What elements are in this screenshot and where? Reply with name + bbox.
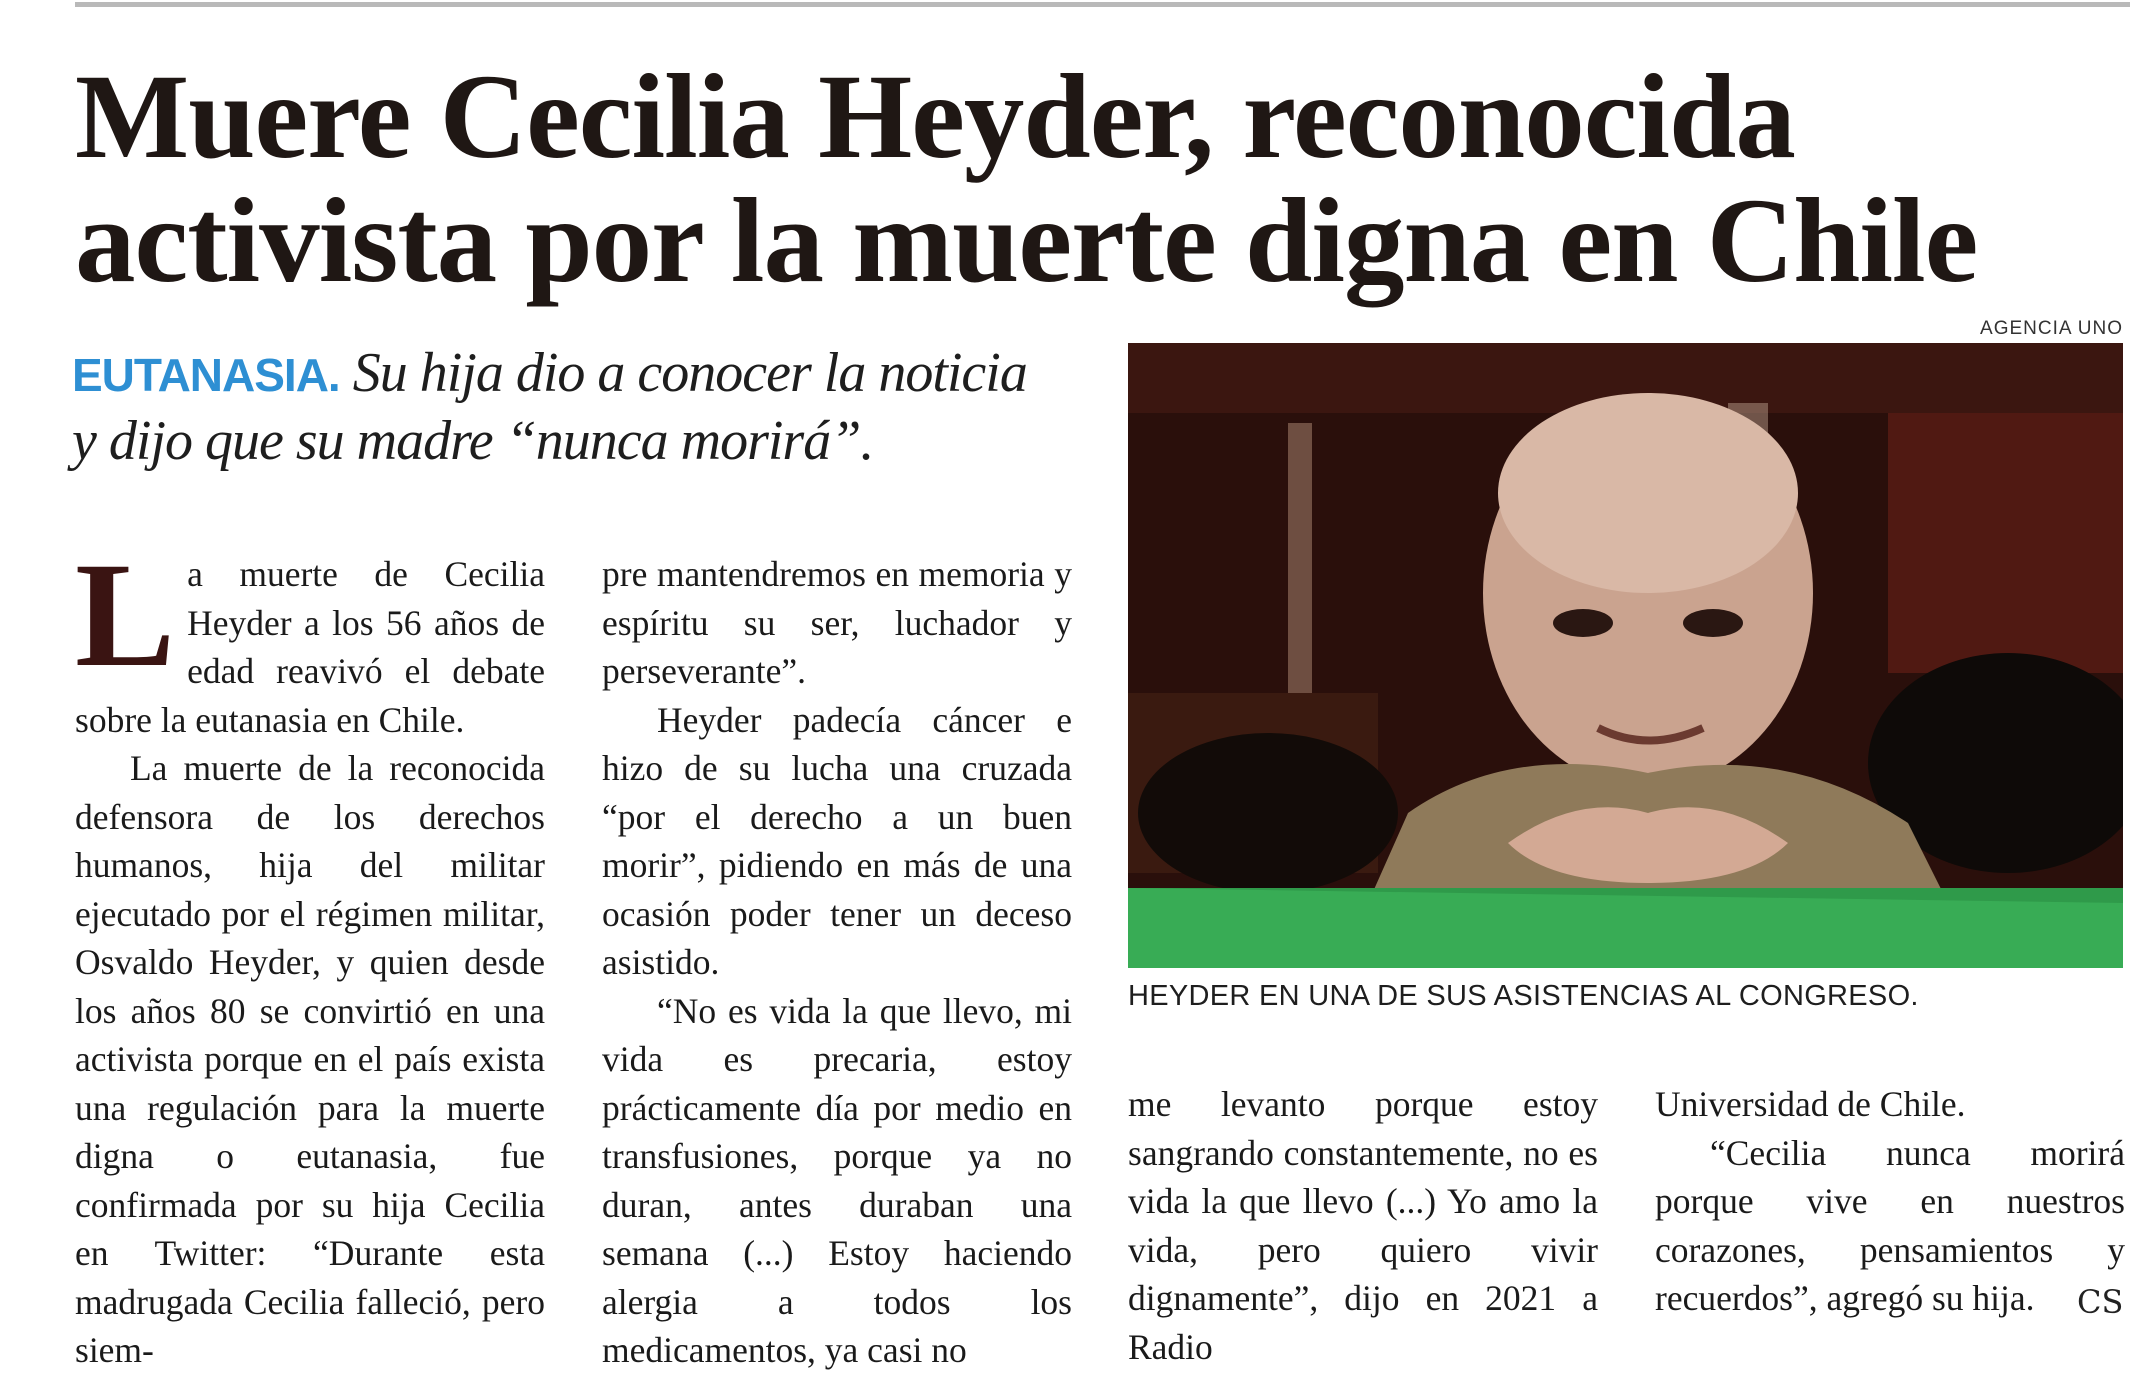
drop-cap: L xyxy=(75,532,176,698)
deck xyxy=(72,340,1102,474)
paragraph-4: Heyder padecía cáncer e hizo de su lucha una cruzada “por el derecho a un buen morir”, pidiendo en más de una ocasión poder tener un deceso asistido. xyxy=(602,699,1072,982)
column-2 xyxy=(602,550,1072,1375)
photo-credit: AGENCIA UNO xyxy=(1980,318,2123,339)
headline xyxy=(75,50,2125,308)
portrait-image xyxy=(1128,343,2123,968)
paragraph-2: La muerte de la reconocida defensora de los derechos humanos, hija del militar ejecutado por el régimen militar, Osvaldo Heyder, y quien desde los años 80 se convirtió en una activista porque en el país exista una regulación para la muerte digna o eutanasia, fue confirmada por su hija Cecilia en Twitter: “Durante esta madrugada Cecilia falleció, pero siem- xyxy=(75,748,545,1370)
section-kicker: EUTANASIA. xyxy=(72,349,340,401)
paragraph-5: “No es vida la que llevo, mi vida es precaria, estoy prácticamente día por medio en transfusiones, porque ya no duran, antes duraban una semana (...) Estoy haciendo alergia a todos los medicamentos, ya casi no xyxy=(602,990,1072,1370)
photo-caption: HEYDER EN UNA DE SUS ASISTENCIAS AL CONGRESO. xyxy=(1128,980,1919,1012)
paragraph-3: pre mantendremos en memoria y espíritu su ser, luchador y perseverante”. xyxy=(602,554,1072,691)
column-3 xyxy=(1128,1080,1598,1371)
paragraph-8: “Cecilia nunca morirá porque vive en nuestros corazones, pensamientos y recuerdos”, agregó su hija. xyxy=(1655,1132,2125,1318)
column-1 xyxy=(75,532,545,1375)
headline-line-2: activista por la muerte digna en Chile xyxy=(75,174,1978,308)
article-photo xyxy=(1128,343,2123,968)
top-rule xyxy=(75,2,2130,7)
paragraph-6: me levanto porque estoy sangrando constantemente, no es vida la que llevo (...) Yo amo la vida, pero quiero vivir dignamente”, dijo en 2021 a Radio xyxy=(1128,1084,1598,1367)
deck-line-2: y dijo que su madre “nunca morirá”. xyxy=(72,410,874,472)
headline-line-1: Muere Cecilia Heyder, reconocida xyxy=(75,50,1795,184)
paragraph-1 xyxy=(75,532,545,744)
column-4 xyxy=(1655,1080,2125,1323)
paragraph-1-text: a muerte de Cecilia Heyder a los 56 años de edad reavivó el debate sobre la eutanasia en Chile. xyxy=(75,554,545,740)
deck-line-1: Su hija dio a conocer la noticia xyxy=(352,342,1027,404)
paragraph-7: Universidad de Chile. xyxy=(1655,1084,1966,1124)
end-mark: CS xyxy=(2077,1283,2124,1321)
